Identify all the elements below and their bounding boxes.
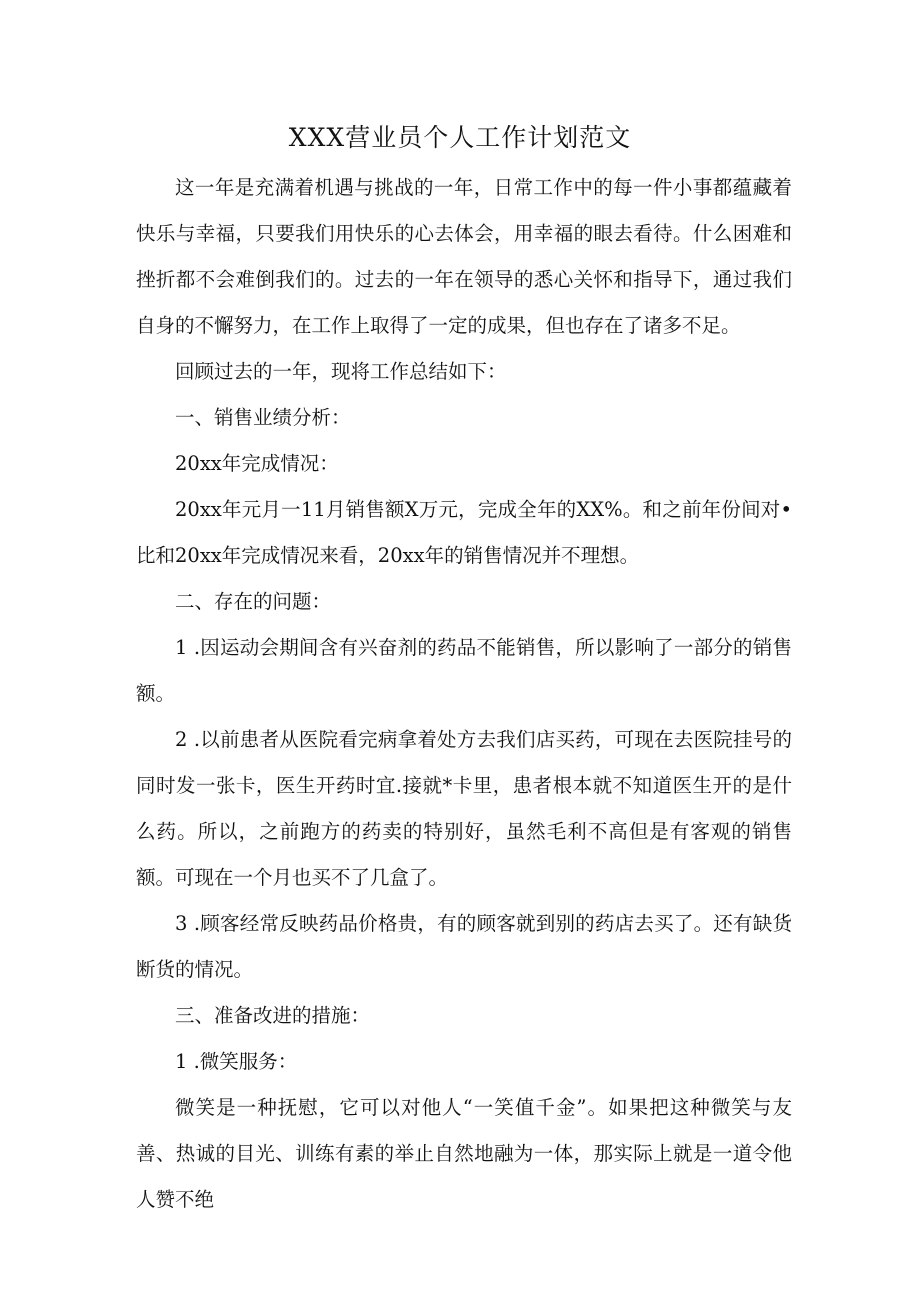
heading-sales-analysis: 一、销售业绩分析：: [175, 406, 351, 429]
problem-item-2: 2 .以前患者从医院看完病拿着处方去我们店买药，可现在去医院挂号的同时发一张卡，医生开药时宜.接就*卡里，患者根本就不知道医生开的是什么药。所以，之前跑方的药卖的特别好，虽然毛利不高但是有客观的销售额。可现在一个月也买不了几盒了。: [136, 728, 792, 889]
paragraph-smile-service: 微笑是一种抚慰，它可以对他人“一笑值千金”。如果把这种微笑与友善、热诚的目光、训练有素的举止自然地融为一体，那实际上就是一道令他人赞不绝: [136, 1096, 792, 1211]
problem-item-3: 3 .顾客经常反映药品价格贵，有的顾客就到别的药店去买了。还有缺货断货的情况。: [136, 912, 792, 981]
document-title: XXX营业员个人工作计划范文: [288, 123, 632, 152]
paragraph-review: 回顾过去的一年，现将工作总结如下：: [175, 360, 507, 383]
paragraph-sales-figures: 20xx年元月一11月销售额X万元，完成全年的XX%。和之前年份间对•比和20xx年完成情况来看，20xx年的销售情况并不理想。: [136, 498, 792, 567]
subheading-completion: 20xx年完成情况：: [175, 452, 339, 475]
problem-item-1: 1 .因运动会期间含有兴奋剂的药品不能销售，所以影响了一部分的销售额。: [136, 636, 792, 705]
paragraph-intro: 这一年是充满着机遇与挑战的一年，日常工作中的每一件小事都蕴藏着快乐与幸福，只要我们用快乐的心去体会，用幸福的眼去看待。什么困难和挫折都不会难倒我们的。过去的一年在领导的悉心关怀和指导下，通过我们自身的不懈努力，在工作上取得了一定的成果，但也存在了诸多不足。: [136, 176, 792, 337]
improvement-item-1: 1 .微笑服务：: [175, 1050, 298, 1073]
heading-problems: 二、存在的问题：: [175, 590, 332, 613]
document-body: [136, 165, 792, 1223]
heading-improvements: 三、准备改进的措施：: [175, 1004, 371, 1027]
